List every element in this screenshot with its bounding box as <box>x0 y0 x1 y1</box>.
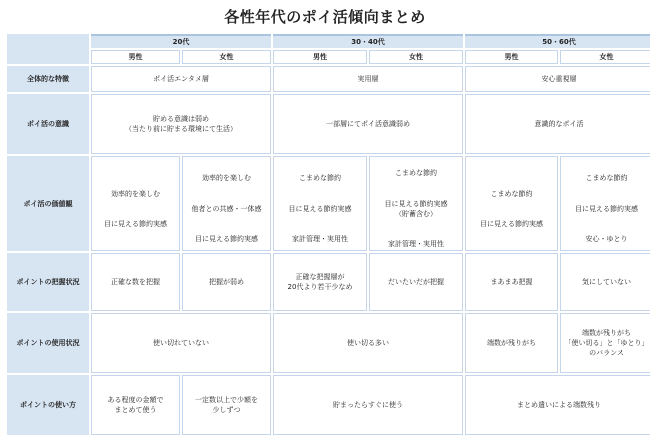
table-cell: まあまあ把握 <box>465 253 558 311</box>
table-cell: まとめ遣いによる端数残り <box>465 375 650 435</box>
table-cell <box>465 156 558 251</box>
cell-line: 家計管理・実用性 <box>292 235 348 244</box>
row-label: ポイ活の意識 <box>7 94 89 154</box>
header-gender-cell: 男性 <box>465 50 558 64</box>
row-label: 全体的な特徴 <box>7 66 89 92</box>
table-cell: 把握が弱め <box>182 253 271 311</box>
cell-line: 他者との共感・一体感 <box>191 204 262 213</box>
table-cell: 端数が残りがち 「使い切る」と「ゆとり」 のバランス <box>560 313 650 373</box>
row-tracking <box>7 253 650 311</box>
table-cell: 意識的なポイ活 <box>465 94 650 154</box>
header-gender-cell: 男性 <box>273 50 367 64</box>
page-title: 各性年代のポイ活傾向まとめ <box>224 8 426 26</box>
table-cell: 一部層にてポイ活意識弱め <box>273 94 463 154</box>
cell-line: 効率的を楽しむ <box>202 174 251 183</box>
cell-line: 目に見える節約実感 （貯蓄含む） <box>384 199 448 218</box>
table-cell: 正確な数を把握 <box>91 253 180 311</box>
header-corner <box>7 34 89 64</box>
table-cell: ある程度の金額で まとめて使う <box>91 375 180 435</box>
row-overall <box>7 66 650 92</box>
table-cell <box>182 156 271 251</box>
table-cell: 気にしていない <box>560 253 650 311</box>
cell-line: 目に見える節約実感 <box>104 219 167 228</box>
table-cell <box>369 156 463 251</box>
table-cell: 貯める意識は弱め （当たり前に貯まる環境にて生活） <box>91 94 271 154</box>
cell-line: 目に見える節約実感 <box>195 235 258 244</box>
header-gender-cell: 男性 <box>91 50 180 64</box>
table-cell: 使い切れていない <box>91 313 271 373</box>
table-cell: 端数が残りがち <box>465 313 558 373</box>
header-age-50-60s: 50・60代 <box>465 34 650 48</box>
summary-table <box>5 32 650 437</box>
table-cell: 安心重視層 <box>465 66 650 92</box>
header-row-gender <box>7 50 650 64</box>
header-age-20s: 20代 <box>91 34 271 48</box>
header-gender-cell: 女性 <box>560 50 650 64</box>
row-label: ポイ活の価値観 <box>7 156 89 251</box>
table-cell <box>91 156 180 251</box>
header-gender-cell: 女性 <box>369 50 463 64</box>
header-gender-cell: 女性 <box>182 50 271 64</box>
cell-line: こまめな節約 <box>299 174 341 183</box>
cell-line: 効率的を楽しむ <box>111 189 160 198</box>
row-label: ポイントの使い方 <box>7 375 89 435</box>
row-usage-status <box>7 313 650 373</box>
row-label: ポイントの使用状況 <box>7 313 89 373</box>
cell-line: 目に見える節約実感 <box>288 204 352 213</box>
cell-line: 目に見える節約実感 <box>480 219 544 228</box>
cell-line: 安心・ゆとり <box>585 235 628 244</box>
cell-line: こまめな節約 <box>490 189 533 198</box>
table-cell: 一定数以上で少額を 少しずつ <box>182 375 271 435</box>
table-cell: だいたいだが把握 <box>369 253 463 311</box>
row-usage-method <box>7 375 650 435</box>
row-values <box>7 156 650 251</box>
table-cell <box>273 156 367 251</box>
table-cell: 実用層 <box>273 66 463 92</box>
table-cell: 使い切る多い <box>273 313 463 373</box>
table-cell <box>560 156 650 251</box>
cell-line: 家計管理・実用性 <box>388 240 444 249</box>
header-row-age <box>7 34 650 48</box>
cell-line: 目に見える節約実感 <box>575 204 639 213</box>
row-awareness <box>7 94 650 154</box>
header-age-30-40s: 30・40代 <box>273 34 463 48</box>
table-cell: ポイ活エンタメ層 <box>91 66 271 92</box>
table-cell: 貯まったらすぐに使う <box>273 375 463 435</box>
cell-line: こまめな節約 <box>585 174 628 183</box>
row-label: ポイントの把握状況 <box>7 253 89 311</box>
cell-line: こまめな節約 <box>395 169 437 178</box>
table-cell: 正確な把握層が 20代より若干少なめ <box>273 253 367 311</box>
